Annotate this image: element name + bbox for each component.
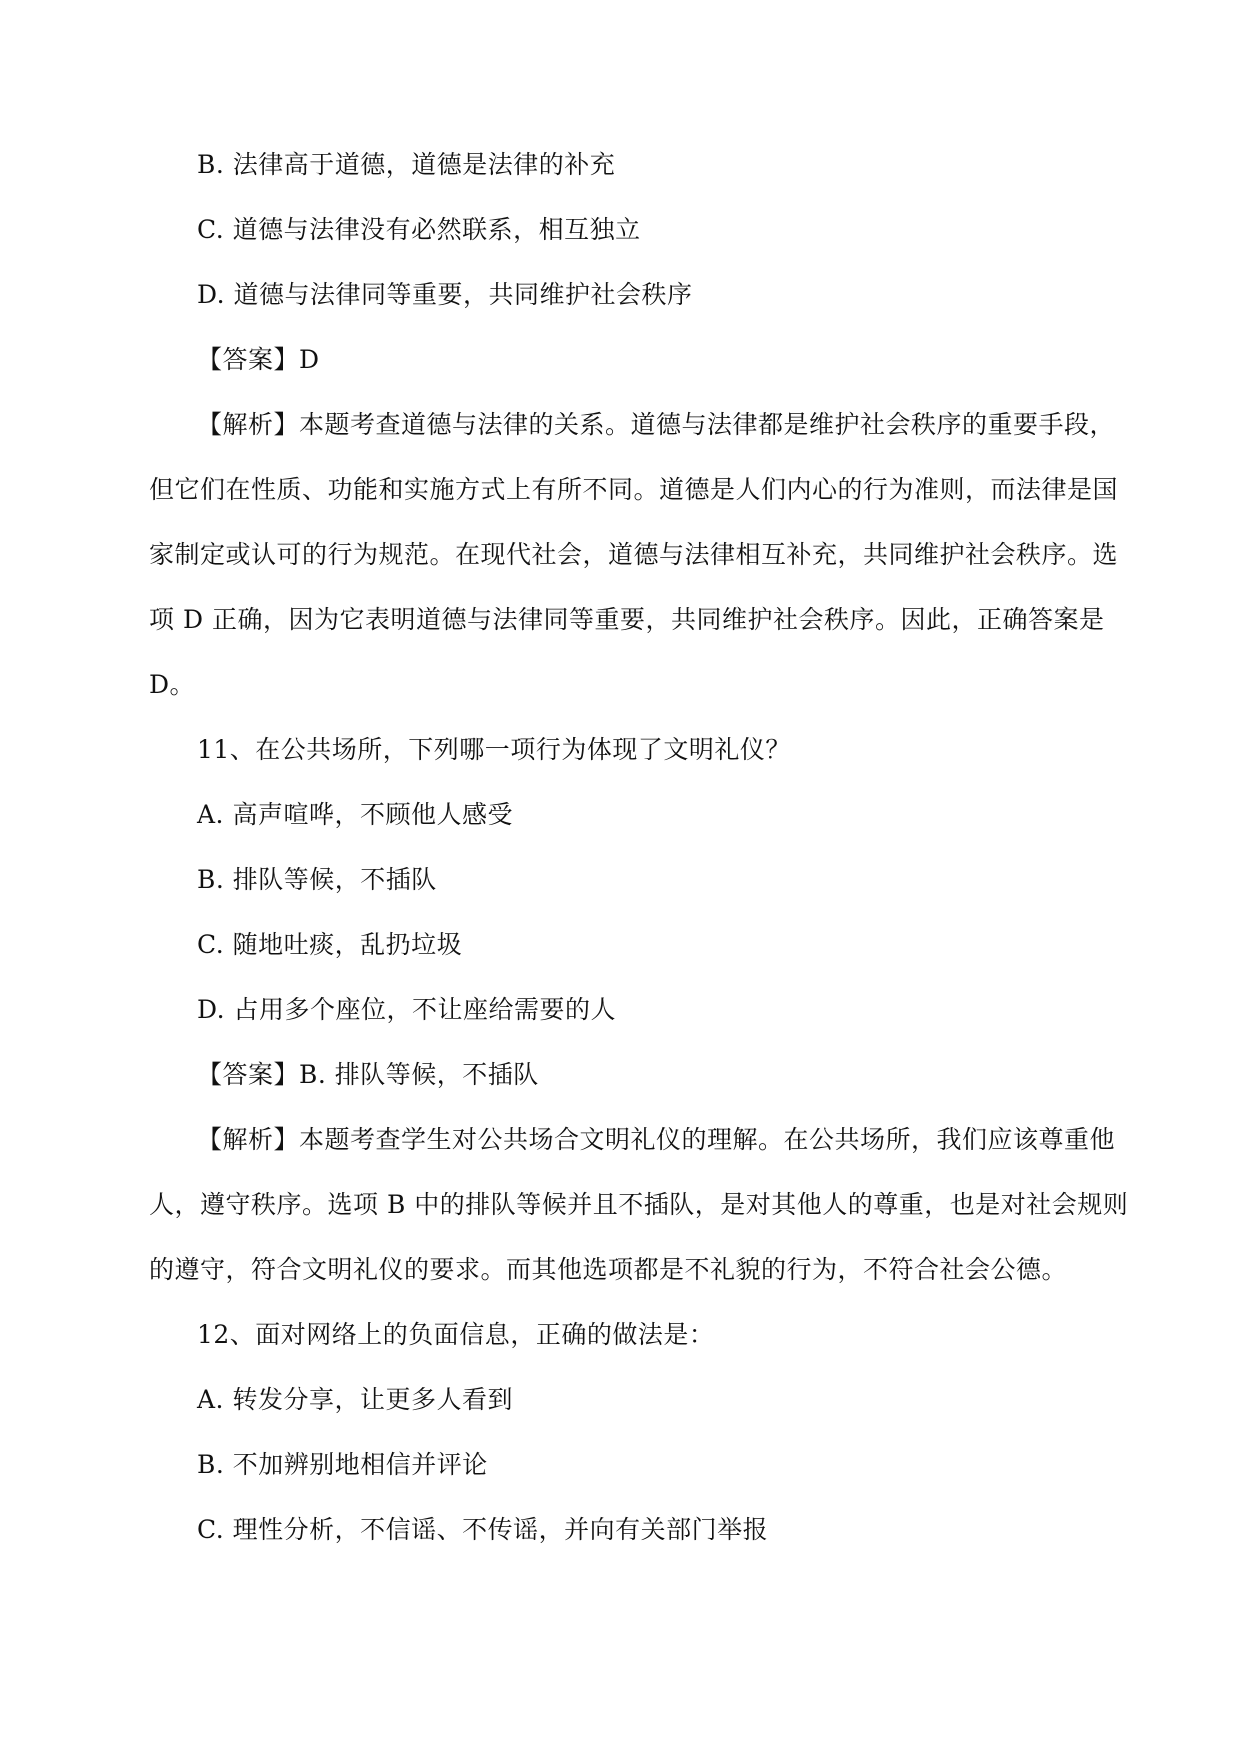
q10-analysis-line-1: 【解析】本题考查道德与法律的关系。道德与法律都是维护社会秩序的重要手段， bbox=[197, 410, 1116, 439]
q10-option-d: D. 道德与法律同等重要，共同维护社会秩序 bbox=[197, 280, 693, 309]
q10-analysis-line-2: 但它们在性质、功能和实施方式上有所不同。道德是人们内心的行为准则，而法律是国 bbox=[149, 475, 1119, 504]
q10-answer: 【答案】D bbox=[197, 345, 320, 374]
q10-analysis-line-5: D。 bbox=[149, 670, 196, 699]
q10-option-b: B. 法律高于道德，道德是法律的补充 bbox=[197, 150, 616, 179]
q11-analysis-line-2: 人，遵守秩序。选项 B 中的排队等候并且不插队，是对其他人的尊重，也是对社会规则 bbox=[149, 1190, 1129, 1219]
q11-analysis-line-1: 【解析】本题考查学生对公共场合文明礼仪的理解。在公共场所，我们应该尊重他 bbox=[197, 1125, 1116, 1154]
q10-analysis-line-4: 项 D 正确，因为它表明道德与法律同等重要，共同维护社会秩序。因此，正确答案是 bbox=[149, 605, 1105, 634]
q11-option-c: C. 随地吐痰，乱扔垃圾 bbox=[197, 930, 463, 959]
q11-option-a: A. 高声喧哗，不顾他人感受 bbox=[197, 800, 513, 829]
q11-analysis-line-3: 的遵守，符合文明礼仪的要求。而其他选项都是不礼貌的行为，不符合社会公德。 bbox=[149, 1255, 1068, 1284]
q11-option-d: D. 占用多个座位，不让座给需要的人 bbox=[197, 995, 617, 1024]
q12-question: 12、面对网络上的负面信息，正确的做法是： bbox=[197, 1320, 715, 1349]
q11-answer: 【答案】B. 排队等候，不插队 bbox=[197, 1060, 539, 1089]
q11-option-b: B. 排队等候，不插队 bbox=[197, 865, 437, 894]
q10-analysis-line-3: 家制定或认可的行为规范。在现代社会，道德与法律相互补充，共同维护社会秩序。选 bbox=[149, 540, 1119, 569]
q10-option-c: C. 道德与法律没有必然联系，相互独立 bbox=[197, 215, 641, 244]
q12-option-b: B. 不加辨别地相信并评论 bbox=[197, 1450, 488, 1479]
q11-question: 11、在公共场所，下列哪一项行为体现了文明礼仪？ bbox=[197, 735, 791, 764]
q12-option-c: C. 理性分析，不信谣、不传谣，并向有关部门举报 bbox=[197, 1515, 769, 1544]
q12-option-a: A. 转发分享，让更多人看到 bbox=[197, 1385, 513, 1414]
